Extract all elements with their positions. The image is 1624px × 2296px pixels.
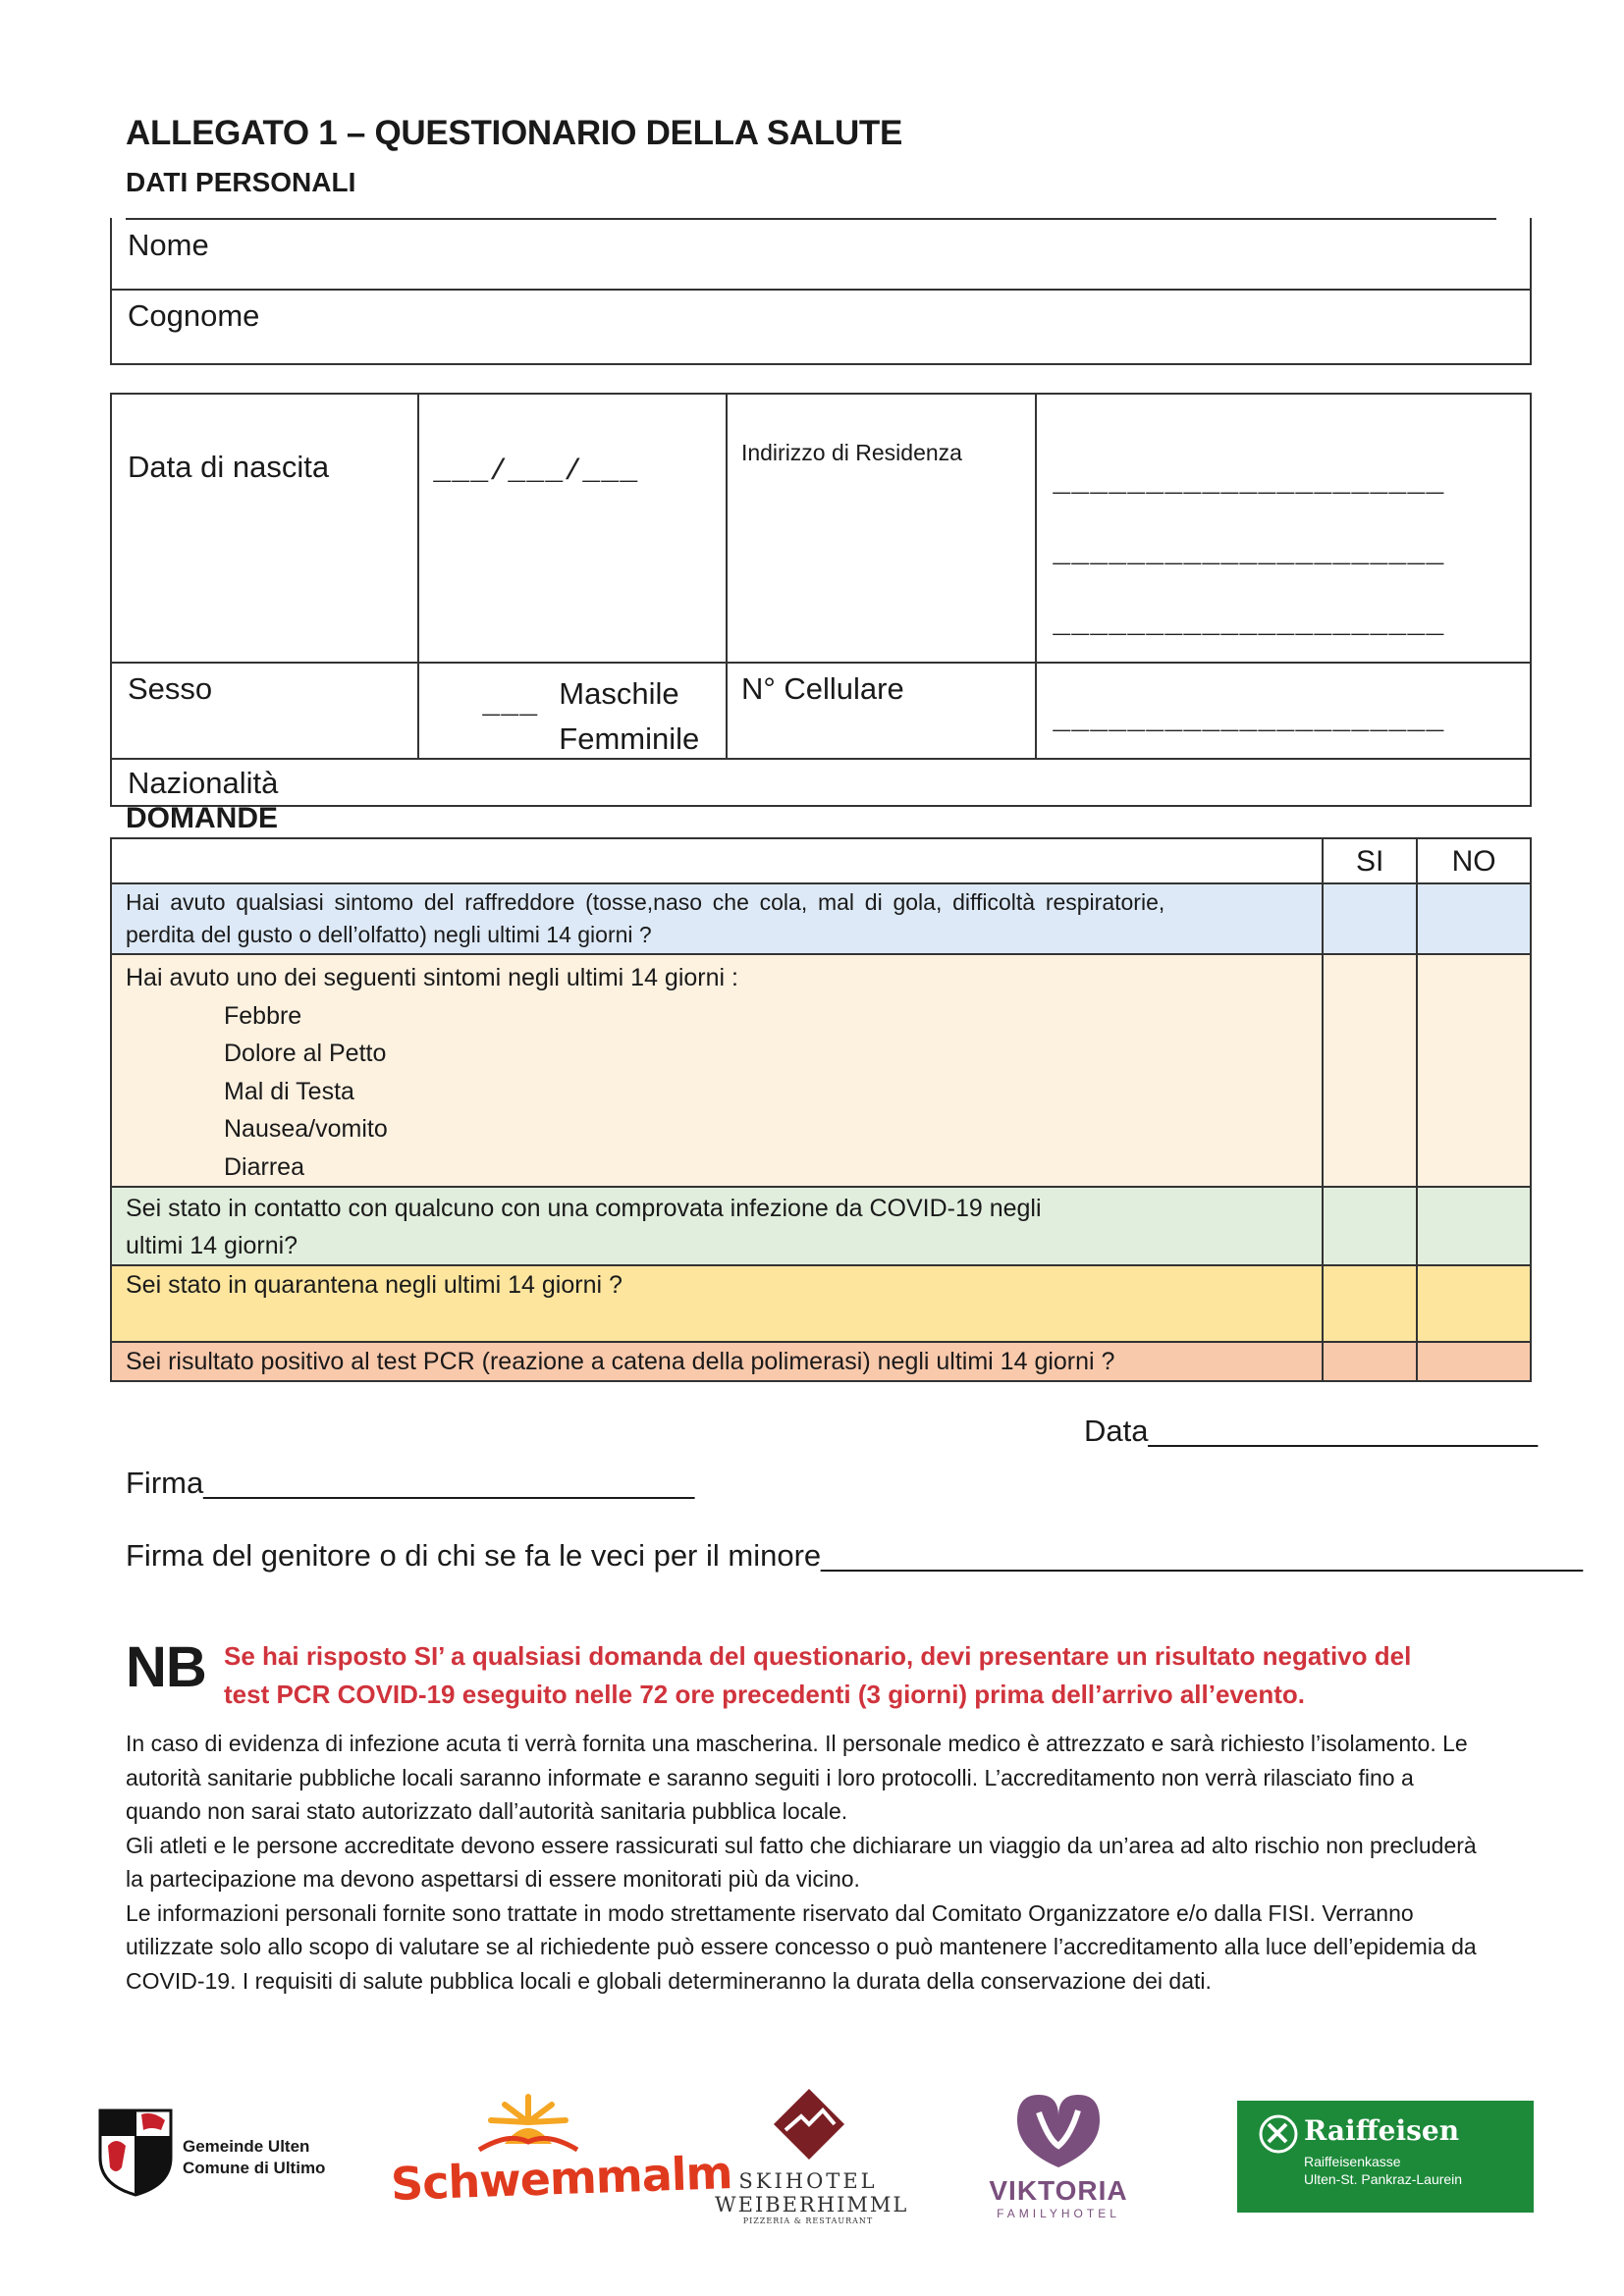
info-block <box>126 1727 1490 1998</box>
q1-si-checkbox[interactable] <box>1323 883 1417 954</box>
raiffeisen-line-2: Raiffeisenkasse <box>1304 2154 1401 2169</box>
question-4 <box>111 1265 1323 1342</box>
question-1 <box>111 883 1323 954</box>
symptom-febbre: Febbre <box>224 1001 302 1030</box>
symptom-diarrea: Diarrea <box>224 1152 304 1181</box>
skihotel-line-1: SKIHOTEL <box>738 2169 878 2193</box>
indirizzo-line-2: _____________________ <box>1053 538 1445 571</box>
header-blank-cell <box>111 838 1323 883</box>
nazionalita-label: Nazionalità <box>128 766 279 800</box>
indirizzo-field[interactable] <box>1036 394 1531 663</box>
gemeinde-line-1: Gemeinde Ulten <box>183 2137 310 2156</box>
info-paragraph-1: In caso di evidenza di infezione acuta ti verrà fornita una mascherina. Il personale medico è attrezzato e sarà richiesto l’isolamento. Le autorità sanitarie pubbliche locali saranno informate e saranno seguiti i loro protocolli. L’accreditamento non verrà rilasciato fino a quando non sarai stato autorizzato dall’autorità sanitaria pubblica locale. <box>126 1731 1468 1824</box>
nome-label: Nome <box>128 228 209 262</box>
data-nascita-placeholder: ___/___/___ <box>433 455 639 489</box>
data-signature-field[interactable]: Data_______________________ <box>1084 1414 1539 1448</box>
firma-signature-field[interactable]: Firma_____________________________ <box>126 1466 695 1500</box>
maschile-option[interactable]: Maschile <box>559 676 679 711</box>
q2-si-checkbox[interactable] <box>1323 954 1417 1187</box>
schwemmalm-logo <box>390 2093 733 2220</box>
info-paragraph-3: Le informazioni personali fornite sono trattate in modo strettamente riservato dal Comitato Organizzatore e/o dalla FISI. Verranno utilizzate solo allo scopo di valutare se al richiedente può essere concesso o può mantenere l’accreditamento alla luce dell’epidemia da COVID-19. I requisiti di salute pubblica locali e globali determineranno la durata della conservazione dei dati. <box>126 1899 1477 1994</box>
info-paragraph-2: Gli atleti e le persone accreditate devono essere rassicurati sul fatto che dichiarare un viaggio da un’area ad alto rischio non precluderà la partecipazione ma devono aspettarsi di essere monitorati più da vicino. <box>126 1832 1477 1892</box>
personal-details-table <box>110 393 1532 807</box>
indirizzo-line-3: _____________________ <box>1053 609 1445 642</box>
q3-si-checkbox[interactable] <box>1323 1187 1417 1265</box>
cognome-label: Cognome <box>128 298 260 333</box>
firma-genitore-field[interactable]: Firma del genitore o di chi se fa le veci per il minore_____________________________________________ <box>126 1538 1583 1573</box>
sun-icon <box>469 2093 587 2152</box>
raiffeisen-gable-icon <box>1259 2114 1298 2154</box>
femminile-option[interactable]: Femminile <box>559 721 700 756</box>
skihotel-line-3: PIZZERIA & RESTAURANT <box>742 2216 874 2225</box>
q2-no-checkbox[interactable] <box>1417 954 1531 1187</box>
nome-row[interactable] <box>112 218 1530 291</box>
viktoria-emblem-icon <box>1009 2091 1108 2169</box>
nb-label: NB <box>126 1635 206 1699</box>
question-5 <box>111 1342 1323 1381</box>
coat-of-arms-icon <box>96 2107 175 2197</box>
q3-no-checkbox[interactable] <box>1417 1187 1531 1265</box>
indirizzo-label: Indirizzo di Residenza <box>740 440 962 465</box>
q4-si-checkbox[interactable] <box>1323 1265 1417 1342</box>
viktoria-line-1: VIKTORIA <box>989 2175 1128 2206</box>
data-nascita-field[interactable] <box>418 394 727 663</box>
skihotel-line-2: WEIBERHIMML <box>715 2193 909 2216</box>
skihotel-logo <box>715 2087 909 2234</box>
gemeinde-ulten-logo <box>96 2107 352 2201</box>
nazionalita-field[interactable] <box>111 759 1531 806</box>
gemeinde-line-2: Comune di Ultimo <box>183 2159 326 2177</box>
cellulare-line: _____________________ <box>1053 705 1445 738</box>
raiffeisen-line-3: Ulten-St. Pankraz-Laurein <box>1304 2171 1463 2187</box>
cellulare-cell <box>727 663 1036 759</box>
mountain-diamond-icon <box>772 2087 846 2162</box>
data-nascita-cell <box>111 394 418 663</box>
indirizzo-line-1: _____________________ <box>1053 467 1445 501</box>
symptom-mal-di-testa: Mal di Testa <box>224 1077 354 1105</box>
q5-si-checkbox[interactable] <box>1323 1342 1417 1381</box>
question-1-text: Hai avuto qualsiasi sintomo del raffreddore (tosse,naso che cola, mal di gola, difficoltà respiratorie, perdita del gusto o dell’olfatto) negli ultimi 14 giorni ? <box>126 889 1165 947</box>
raiffeisen-line-1: Raiffeisen <box>1304 2114 1460 2147</box>
viktoria-line-2: FAMILYHOTEL <box>997 2207 1120 2220</box>
q4-no-checkbox[interactable] <box>1417 1265 1531 1342</box>
questions-table <box>110 837 1532 1382</box>
cognome-field[interactable] <box>110 291 1532 363</box>
question-3-text: Sei stato in contatto con qualcuno con una comprovata infezione da COVID-19 negli ultimi 14 giorni? <box>126 1195 1042 1259</box>
question-2-text: Hai avuto uno dei seguenti sintomi negli ultimi 14 giorni : <box>126 964 738 991</box>
cellulare-field[interactable] <box>1036 663 1531 759</box>
viktoria-logo <box>970 2091 1147 2228</box>
col-si-header: SI <box>1323 838 1417 883</box>
symptom-dolore-petto: Dolore al Petto <box>224 1040 387 1067</box>
q1-no-checkbox[interactable] <box>1417 883 1531 954</box>
cellulare-label: N° Cellulare <box>740 671 904 706</box>
symptom-nausea: Nausea/vomito <box>224 1115 388 1143</box>
q5-no-checkbox[interactable] <box>1417 1342 1531 1381</box>
indirizzo-cell <box>727 394 1036 663</box>
data-nascita-label: Data di nascita <box>128 450 330 484</box>
nb-notice: Se hai risposto SI’ a qualsiasi domanda del questionario, devi presentare un risultato negativo del test PCR COVID-19 eseguito nelle 72 ore precedenti (3 giorni) prima dell’arrivo all’evento. <box>224 1641 1412 1709</box>
schwemmalm-wordmark: Schwemmalm <box>390 2145 733 2212</box>
question-3 <box>111 1187 1323 1265</box>
sesso-label: Sesso <box>128 671 213 706</box>
question-5-text: Sei risultato positivo al test PCR (reazione a catena della polimerasi) negli ultimi 14 giorni ? <box>126 1348 1115 1375</box>
section-title-personal: DATI PERSONALI <box>126 167 356 197</box>
sesso-blank: ___ <box>482 689 539 722</box>
raiffeisen-logo <box>1237 2101 1534 2213</box>
sesso-field[interactable] <box>418 663 727 759</box>
question-2 <box>111 954 1323 1187</box>
document-title: ALLEGATO 1 – QUESTIONARIO DELLA SALUTE <box>126 114 903 152</box>
question-4-text: Sei stato in quarantena negli ultimi 14 giorni ? <box>126 1271 623 1299</box>
section-title-domande: DOMANDE <box>126 802 278 834</box>
sesso-cell <box>111 663 418 759</box>
col-no-header: NO <box>1417 838 1531 883</box>
